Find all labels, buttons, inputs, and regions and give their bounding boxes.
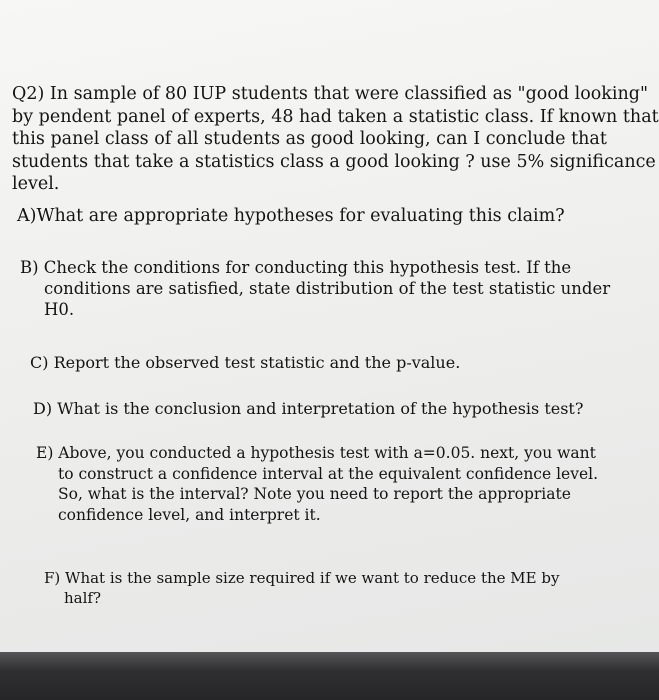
question-line: by pendent panel of experts, 48 had taken a statistic class. If known that xyxy=(12,106,659,127)
part-f xyxy=(44,568,559,608)
part-e xyxy=(36,443,598,525)
part-b-line: H0. xyxy=(44,300,75,319)
part-f-line: half? xyxy=(64,589,101,607)
part-c xyxy=(30,352,460,374)
part-d xyxy=(33,398,583,420)
part-b-line: B) Check the conditions for conducting this hypothesis test. If the xyxy=(20,258,572,277)
question-line: level. xyxy=(12,174,60,194)
part-e-line: to construct a confidence interval at the equivalent confidence level. xyxy=(58,464,599,483)
part-a-text: A)What are appropriate hypotheses for evaluating this claim? xyxy=(17,206,565,226)
part-e-line: E) Above, you conducted a hypothesis test with a=0.05. next, you want xyxy=(36,444,596,462)
question-line: Q2) In sample of 80 IUP students that were classified as "good looking" xyxy=(12,84,649,104)
part-f-line: F) What is the sample size required if we want to reduce the ME by xyxy=(44,569,560,587)
part-e-line: So, what is the interval? Note you need to report the appropriate xyxy=(58,485,571,503)
question-line: students that take a statistics class a good looking ? use 5% significance xyxy=(12,151,656,172)
desk-background xyxy=(0,652,659,700)
part-d-text: D) What is the conclusion and interpretation of the hypothesis test? xyxy=(33,399,584,418)
part-b xyxy=(20,257,610,320)
part-a xyxy=(17,205,565,227)
part-e-line: confidence level, and interpret it. xyxy=(58,505,321,524)
part-b-line: conditions are satisfied, state distribution of the test statistic under xyxy=(44,279,611,298)
question-text xyxy=(12,83,659,196)
question-line: this panel class of all students as good looking, can I conclude that xyxy=(12,129,607,149)
part-c-text: C) Report the observed test statistic and the p-value. xyxy=(30,353,461,372)
